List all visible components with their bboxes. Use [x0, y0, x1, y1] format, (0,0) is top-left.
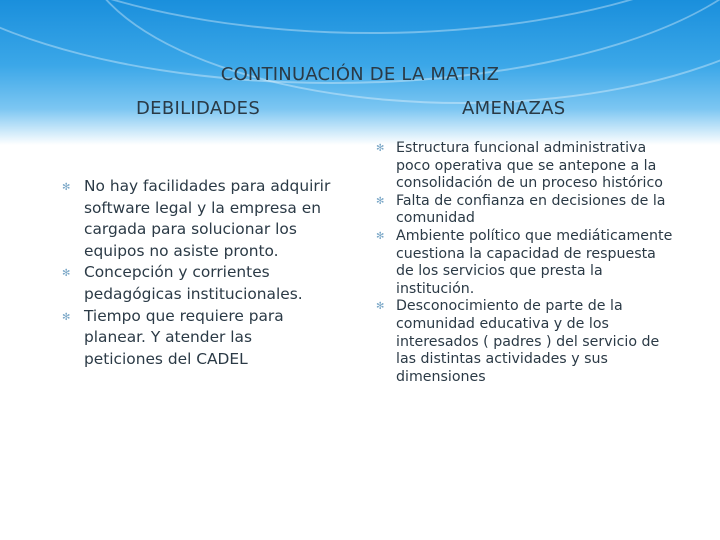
list-item-text: Ambiente político que mediáticamente cuestiona la capacidad de respuesta de los servicios que presta la institución.	[396, 227, 673, 297]
list-item-text: Tiempo que requiere para planear. Y atender las peticiones del CADEL	[84, 306, 284, 368]
asterisk-bullet-icon: ✻	[62, 182, 71, 193]
list-item	[376, 140, 676, 193]
slide-title: CONTINUACIÓN DE LA MATRIZ	[220, 64, 500, 85]
list-item-text: Concepción y corrientes pedagógicas institucionales.	[84, 263, 303, 303]
list-item	[62, 262, 334, 305]
list-item-text: Estructura funcional administrativa poco operativa que se antepone a la consolidación de un proceso histórico	[396, 140, 663, 192]
amenazas-heading: AMENAZAS	[462, 98, 566, 119]
asterisk-bullet-icon: ✻	[376, 195, 385, 207]
list-item-text: Desconocimiento de parte de la comunidad educativa y de los interesados ( padres ) del servicio de las distintas actividades y sus dimensiones	[396, 298, 660, 385]
list-item	[376, 298, 676, 386]
asterisk-bullet-icon: ✻	[376, 301, 385, 313]
list-item	[376, 193, 676, 228]
asterisk-bullet-icon: ✻	[376, 230, 385, 242]
list-item-text: No hay facilidades para adquirir software legal y la empresa en cargada para solucionar los equipos no asiste pronto.	[84, 177, 331, 260]
asterisk-bullet-icon: ✻	[376, 143, 385, 154]
list-item	[376, 228, 676, 298]
list-item	[62, 306, 334, 371]
debilidades-list	[62, 176, 334, 370]
asterisk-bullet-icon: ✻	[62, 268, 71, 280]
list-item	[62, 176, 334, 262]
debilidades-heading: DEBILIDADES	[136, 98, 261, 119]
list-item-text: Falta de confianza en decisiones de la comunidad	[396, 192, 666, 227]
amenazas-list	[376, 140, 676, 386]
asterisk-bullet-icon: ✻	[62, 311, 71, 323]
